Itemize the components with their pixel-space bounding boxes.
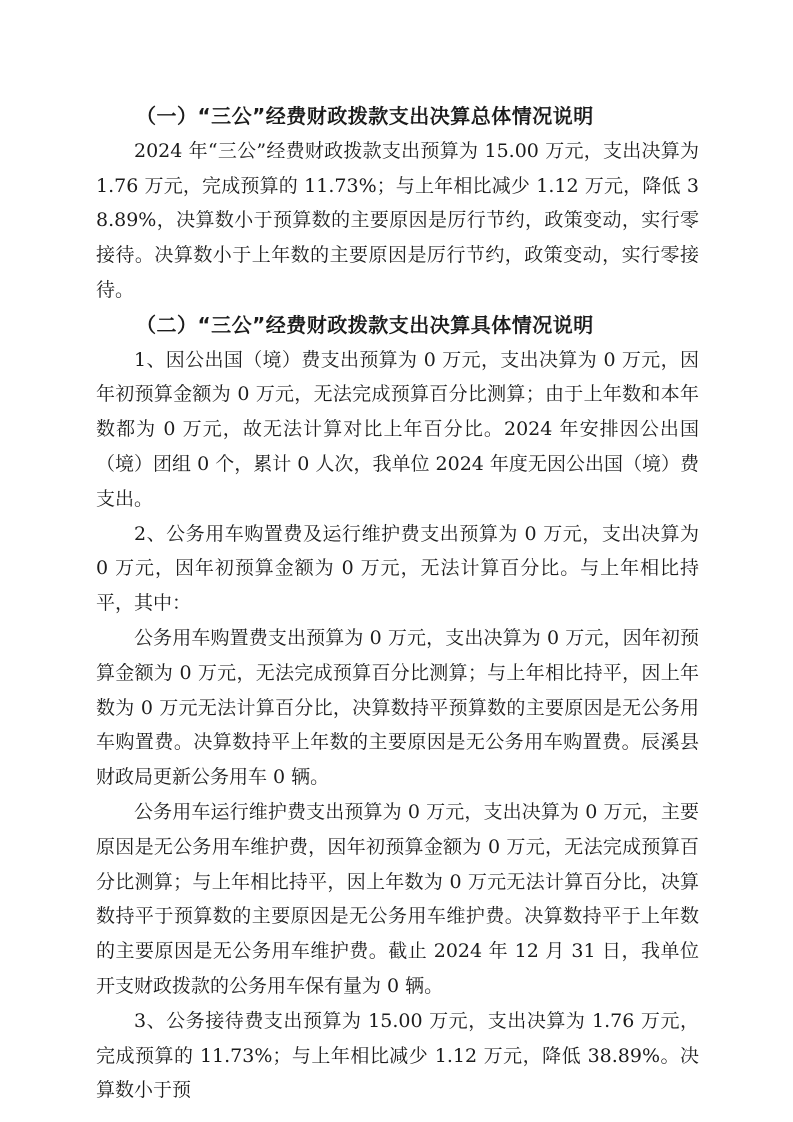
paragraph-overseas-travel-expense: 1、因公出国（境）费支出预算为 0 万元，支出决算为 0 万元，因年初预算金额为 0 万元，无法完成预算百分比测算；由于上年数和本年数都为 0 万元，故无法计算对比上年百分比。2024 年安排因公出国（境）团组 0 个，累计 0 人次，我单位 2024 年度无因公出国（境）费支出。 [96,348,699,510]
section-heading-specific-situation: （二）“三公”经费财政拨款支出决算具体情况说明 [136,312,594,337]
paragraph-official-vehicle-total: 2、公务用车购置费及运行维护费支出预算为 0 万元，支出决算为 0 万元，因年初预算金额为 0 万元，无法计算百分比。与上年相比持平，其中： [96,522,699,615]
paragraph-vehicle-maintenance-expense: 公务用车运行维护费支出预算为 0 万元，支出决算为 0 万元，主要原因是无公务用车维护费，因年初预算金额为 0 万元，无法完成预算百分比测算；与上年相比持平，因上年数为 0 万元无法计算百分比，决算数持平于预算数的主要原因是无公务用车维护费。决算数持平于上年数的主要原因是无公务用车维护费。截止 2024 年 12 月 31 日，我单位开支财政拨款的公务用车保有量为 0 辆。 [96,800,699,997]
paragraph-vehicle-purchase-expense: 公务用车购置费支出预算为 0 万元，支出决算为 0 万元，因年初预算金额为 0 万元，无法完成预算百分比测算；与上年相比持平，因上年数为 0 万元无法计算百分比，决算数持平预算数的主要原因是无公务用车购置费。决算数持平上年数的主要原因是无公务用车购置费。辰溪县财政局更新公务用车 0 辆。 [96,626,699,789]
section-heading-overall-situation: （一）“三公”经费财政拨款支出决算总体情况说明 [136,104,594,128]
document-body [96,99,699,1108]
paragraph-official-reception-expense: 3、公务接待费支出预算为 15.00 万元，支出决算为 1.76 万元，完成预算的 11.73%；与上年相比减少 1.12 万元，降低 38.89%。决算数小于预 [96,1009,699,1102]
paragraph-overall-situation: 2024 年“三公”经费财政拨款支出预算为 15.00 万元，支出决算为 1.76 万元，完成预算的 11.73%；与上年相比减少 1.12 万元，降低 38.89%，决算数小于预算数的主要原因是厉行节约，政策变动，实行零接待。决算数小于上年数的主要原因是厉行节约，政策变动，实行零接待。 [96,139,699,301]
